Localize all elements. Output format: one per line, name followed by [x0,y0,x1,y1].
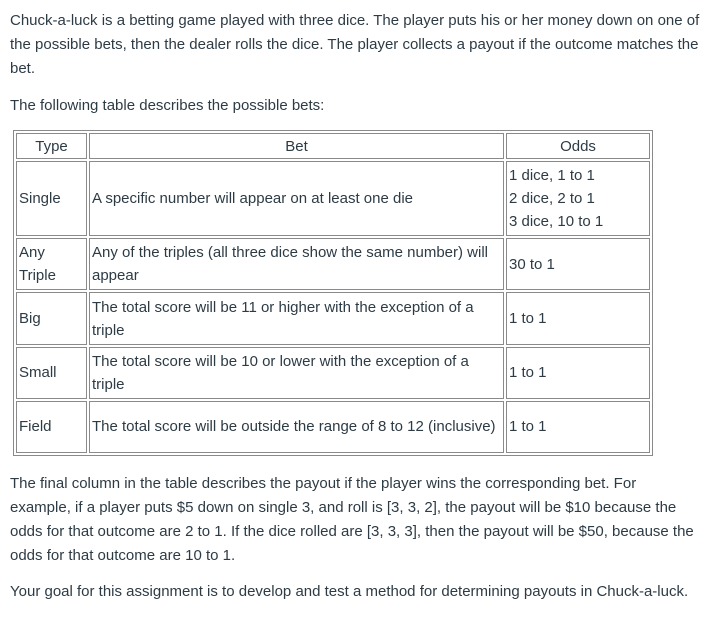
table-row [16,238,650,290]
header-bet: Bet [89,133,504,159]
payout-explanation-paragraph: The final column in the table describes the payout if the player wins the corresponding bet. For example, if a player puts $5 down on single 3, and roll is [3, 3, 2], the payout will be $10 because the odds for that outcome are 2 to 1. If the dice rolled are [3, 3, 3], then the payout will be $50, because the odds for that outcome are 10 to 1. [10,475,694,564]
cell-odds [506,161,650,236]
table-lead-paragraph: The following table describes the possible bets: [10,97,325,114]
cell-bet: The total score will be outside the range of 8 to 12 (inclusive) [89,401,504,453]
cell-odds: 1 to 1 [506,401,650,453]
header-odds: Odds [506,133,650,159]
cell-odds: 30 to 1 [506,238,650,290]
cell-bet: The total score will be 10 or lower with the exception of a triple [89,347,504,399]
table-row [16,161,650,236]
cell-bet: A specific number will appear on at least one die [89,161,504,236]
odds-line: 1 dice, 1 to 1 [509,167,595,185]
cell-odds: 1 to 1 [506,347,650,399]
cell-odds: 1 to 1 [506,292,650,344]
cell-type: Small [16,347,87,399]
bets-table [13,130,653,456]
cell-type: Big [16,292,87,344]
goal-paragraph: Your goal for this assignment is to develop and test a method for determining payouts in Chuck-a-luck. [10,583,689,600]
table-row [16,401,650,453]
odds-line: 2 dice, 2 to 1 [509,190,595,208]
odds-line: 3 dice, 10 to 1 [509,213,604,231]
cell-bet: Any of the triples (all three dice show the same number) will appear [89,238,504,290]
table-row [16,347,650,399]
cell-type: Field [16,401,87,453]
cell-type: Single [16,161,87,236]
table-header-row [16,133,650,159]
header-type: Type [16,133,87,159]
table-row [16,292,650,344]
cell-bet: The total score will be 11 or higher with the exception of a triple [89,292,504,344]
cell-type: Any Triple [16,238,87,290]
intro-paragraph: Chuck-a-luck is a betting game played with three dice. The player puts his or her money down on one of the possible bets, then the dealer rolls the dice. The player collects a payout if the outcome matches the bet. [10,12,700,77]
